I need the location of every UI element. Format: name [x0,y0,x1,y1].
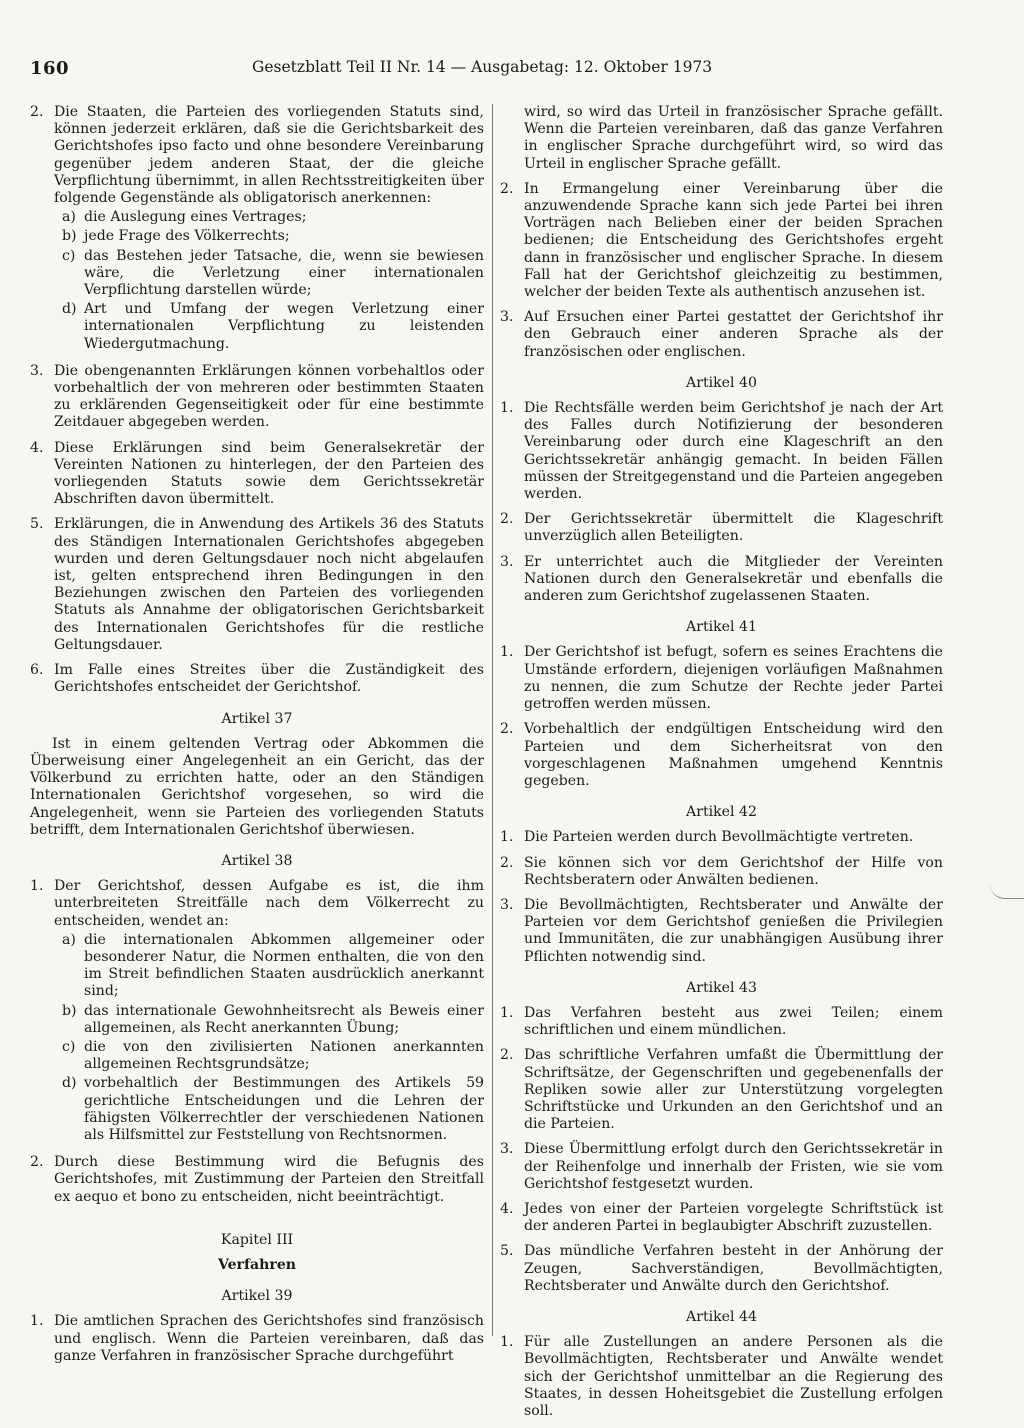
sub-item [62,228,484,245]
item-text: Diese Übermittlung erfolgt durch den Gerichtssekretär in der Reihenfolge und innerhalb der Fristen, wie sie vom Gerichtshof festgesetzt wurden. [524,1141,943,1192]
sub-item [62,301,484,353]
item-text: Für alle Zustellungen an andere Personen als die Bevollmächtigten, Rechtsberater und Anwälte wendet sich der Gerichtshof unmittelbar an die Regierung des Staates, in dessen Hoheitsgebiet die Zustellung erfolgen soll. [524,1334,943,1419]
item-number: 3. [500,896,514,913]
article-heading: Artikel 43 [686,979,757,996]
numbered-item [500,897,943,966]
numbered-item [500,511,943,545]
item-text: Das schriftliche Verfahren umfaßt die Übermittlung der Schriftsätze, der Gegenschriften und gegebenenfalls der Repliken sowie aller zur Unterstützung vorgelegten Schriftstücke und Urkunden an den Gerichtshof und an die Parteien. [524,1047,943,1133]
item-number: 1. [30,1313,44,1330]
item-number: 3. [500,309,514,326]
item-text: Vorbehaltlich der endgültigen Entscheidung wird den Parteien und dem Sicherheitsrat von den vorgeschlagenen Maßnahmen umgehend Kenntnis gegeben. [524,721,943,789]
item-text: Sie können sich vor dem Gerichtshof der Hilfe von Rechtsberatern oder Anwälten bedienen. [524,854,943,888]
sub-item [62,248,484,300]
page-number: 160 [30,58,70,79]
numbered-item [500,554,943,606]
numbered-item [500,309,943,361]
item-number: 3. [30,362,44,379]
item-number: 2. [500,511,514,528]
item-text: Auf Ersuchen einer Partei gestattet der Gerichtshof ihr den Gebrauch einer anderen Sprache als der französischen oder englischen. [524,309,943,360]
sub-item-label: a) [62,209,76,226]
item-text: Die Rechtsfälle werden beim Gerichtshof je nach der Art des Falles durch Notifizierung der besonderen Vereinbarung oder durch eine Klageschrift an den Gerichtssekretär anhängig gemacht. In beiden Fällen müssen der Streitgegenstand und die Parteien angegeben werden. [524,400,943,503]
sub-item [62,1003,484,1037]
article-heading: Artikel 37 [221,710,293,727]
continued-text: wird, so wird das Urteil in französischer Sprache gefällt. Wenn die Parteien vereinbaren, daß das ganze Verfahren in englischer Sprache durchgeführt wird, so wird das Urteil in englischer Sprache gefällt. [524,104,943,172]
article-paragraph: Ist in einem geltenden Vertrag oder Abkommen die Überweisung einer Angelegenheit an ein Gericht, das der Völkerbund zu errichten hatte, oder an den Ständigen Internationalen Gerichtshof vorgesehen, so wird die Angelegenheit, wenn sie Parteien des vorliegenden Statuts betrifft, dem Internationalen Gerichtshof überwiesen. [30,735,484,838]
numbered-item [30,1154,484,1206]
item-text: Das Verfahren besteht aus zwei Teilen; einem schriftlichen und einem mündlichen. [524,1004,943,1039]
article-heading: Artikel 42 [686,804,757,821]
scan-artifact-mark [990,884,1024,899]
item-number: 3. [500,553,514,570]
numbered-item [30,104,484,355]
sub-item-text: das Bestehen jeder Tatsache, die, wenn sie bewiesen wäre, die Verletzung einer internationalen Verpflichtung darstellen würde; [84,247,484,299]
numbered-item [500,1201,943,1235]
item-number: 5. [500,1243,514,1260]
numbered-item [30,363,484,432]
item-text: Die amtlichen Sprachen des Gerichtshofes sind französisch und englisch. Wenn die Parteien vereinbaren, daß das ganze Verfahren in französischer Sprache durchgeführt [54,1313,484,1364]
numbered-item [30,1313,484,1365]
item-number: 2. [30,104,44,120]
sub-item-text: das internationale Gewohnheitsrecht als Beweis einer allgemeinen, als Recht anerkannten Übung; [84,1002,484,1036]
sub-item-label: d) [62,1075,77,1092]
numbered-item [500,644,943,713]
item-number: 1. [500,829,514,846]
sub-item-label: c) [62,247,76,264]
item-number: 5. [30,516,44,533]
item-text: Der Gerichtshof, dessen Aufgabe es ist, die ihm unterbreiteten Streitfälle nach dem Völkerrecht zu entscheiden, wendet an: [54,878,484,929]
chapter-label: Kapitel III [220,1231,294,1248]
numbered-item [500,181,943,301]
item-text: Die Staaten, die Parteien des vorliegenden Statuts sind, können jederzeit erklären, daß sie die Gerichtsbarkeit des Gerichtshofes ipso facto und ohne besondere Vereinbarung gegenüber jedem anderen Staat, der die gleiche Verpflichtung übernimmt, in allen Rechtsstreitigkeiten über folgende Gegenstände als obligatorisch anerkennen: [54,104,484,207]
article-heading: Artikel 38 [221,852,293,869]
sub-list [62,932,484,1144]
running-head: Gesetzblatt Teil II Nr. 14 — Ausgabetag: 12. Oktober 1973 [252,58,713,76]
item-number: 2. [500,1047,514,1064]
chapter-title: Verfahren [217,1256,297,1273]
sub-item-text: die internationalen Abkommen allgemeiner oder besonderer Natur, die Normen enthalten, die von den im Streit befindlichen Staaten ausdrücklich anerkannt sind; [84,931,484,1000]
numbered-item [30,440,484,509]
numbered-item [30,878,484,1146]
item-number: 3. [500,1141,514,1158]
sub-item-text: Art und Umfang der wegen Verletzung einer internationalen Verpflichtung zu leistenden Wiedergutmachung. [84,301,484,352]
sub-item [62,1075,484,1144]
sub-item [62,209,484,226]
numbered-item [500,1141,943,1193]
sub-item-text: jede Frage des Völkerrechts; [84,228,290,245]
numbered-item [500,400,943,503]
sub-item [62,1039,484,1073]
numbered-item [500,1334,943,1420]
item-number: 1. [500,644,514,661]
sub-item-label: d) [62,301,77,318]
item-text: Er unterrichtet auch die Mitglieder der Vereinten Nationen durch den Generalsekretär und ebenfalls die anderen zum Gerichtshof zugelassenen Staaten. [524,553,943,605]
column-divider [492,104,493,1336]
item-text: Das mündliche Verfahren besteht in der Anhörung der Zeugen, Sachverständigen, Bevollmächtigten, Rechtsberater und Anwälte durch den Gerichtshof. [524,1243,943,1294]
sub-item-label: a) [62,931,76,948]
article-heading: Artikel 40 [686,374,757,391]
numbered-item [500,855,943,889]
item-text: Der Gerichtssekretär übermittelt die Klageschrift unverzüglich allen Beteiligten. [524,511,943,545]
right-column [500,104,943,1428]
item-text: Erklärungen, die in Anwendung des Artikels 36 des Statuts des Ständigen Internationalen Gerichtshofes abgegeben wurden und deren Geltungsdauer noch nicht abgelaufen ist, gelten entsprechend ihren Bedingungen in den Beziehungen zwischen den Parteien des vorliegenden Statuts als Annahme der obligatorischen Gerichtsbarkeit des Internationalen Gerichtshofes für die restliche Geltungsdauer. [54,516,484,653]
article-heading: Artikel 44 [686,1308,757,1325]
item-text: Im Falle eines Streites über die Zuständigkeit des Gerichtshofes entscheidet der Gerichtshof. [54,662,484,696]
item-number: 2. [30,1154,44,1171]
numbered-item [30,516,484,654]
sub-item-text: die Auslegung eines Vertrages; [84,209,307,226]
item-number: 2. [500,721,514,738]
numbered-item [30,662,484,696]
sub-item-text: die von den zivilisierten Nationen anerkannten allgemeinen Rechtsgrundsätze; [84,1038,484,1073]
sub-item [62,932,484,1001]
item-number: 2. [500,180,514,197]
item-number: 1. [500,400,514,417]
item-number: 1. [500,1004,514,1021]
article-heading: Artikel 39 [221,1288,293,1305]
sub-item-label: b) [62,228,77,245]
left-column [30,104,484,1373]
numbered-item [500,1047,943,1133]
article-heading: Artikel 41 [686,619,757,636]
numbered-item [500,1005,943,1039]
item-number: 4. [30,439,44,456]
item-text: Die obengenannten Erklärungen können vorbehaltlos oder vorbehaltlich der von mehreren oder bestimmten Staaten zu erklärenden Gegenseitigkeit oder für eine bestimmte Zeitdauer abgegeben werden. [54,362,484,431]
item-text: Durch diese Bestimmung wird die Befugnis des Gerichtshofes, mit Zustimmung der Parteien den Streitfall ex aequo et bono zu entscheiden, nicht beeinträchtigt. [54,1154,484,1205]
item-text: Die Bevollmächtigten, Rechtsberater und Anwälte der Parteien vor dem Gerichtshof genießen die Privilegien und Immunitäten, die zur unabhängigen Ausübung ihrer Pflichten notwendig sind. [524,896,943,965]
numbered-item [500,721,943,790]
item-number: 1. [30,878,44,895]
item-text: Die Parteien werden durch Bevollmächtigte vertreten. [524,829,914,846]
item-text: In Ermangelung einer Vereinbarung über die anzuwendende Sprache kann sich jede Partei bei ihren Vorträgen nach Belieben einer der beiden Sprachen bedienen; die Entscheidung des Gerichtshofes ergeht dann in französischer und englischer Sprache. In diesem Fall hat der Gerichtshof gleichzeitig zu bestimmen, welcher der beiden Texte als authentisch anzusehen ist. [524,180,943,301]
item-number: 6. [30,662,44,679]
item-number: 4. [500,1200,514,1217]
numbered-item [500,1243,943,1295]
item-number: 2. [500,854,514,871]
sub-item-label: b) [62,1002,77,1019]
sub-item-label: c) [62,1038,76,1055]
item-text: Diese Erklärungen sind beim Generalsekretär der Vereinten Nationen zu hinterlegen, der den Parteien des vorliegenden Statuts sowie dem Gerichtssekretär Abschriften davon übermittelt. [54,439,484,508]
item-text: Jedes von einer der Parteien vorgelegte Schriftstück ist der anderen Partei in beglaubigter Abschrift zuzustellen. [524,1200,943,1235]
item-number: 1. [500,1334,514,1351]
numbered-item [500,829,943,846]
item-text: Der Gerichtshof ist befugt, sofern es seines Erachtens die Umstände erfordern, diejenigen vorläufigen Maßnahmen zu nennen, die zum Schutze der Rechte jeder Partei getroffen werden müssen. [524,644,943,713]
sub-list [62,209,484,353]
sub-item-text: vorbehaltlich der Bestimmungen des Artikels 59 gerichtliche Entscheidungen und die Lehren der fähigsten Völkerrechtler der verschiedenen Nationen als Hilfsmittel zur Feststellung von Rechtsnormen. [84,1075,484,1143]
